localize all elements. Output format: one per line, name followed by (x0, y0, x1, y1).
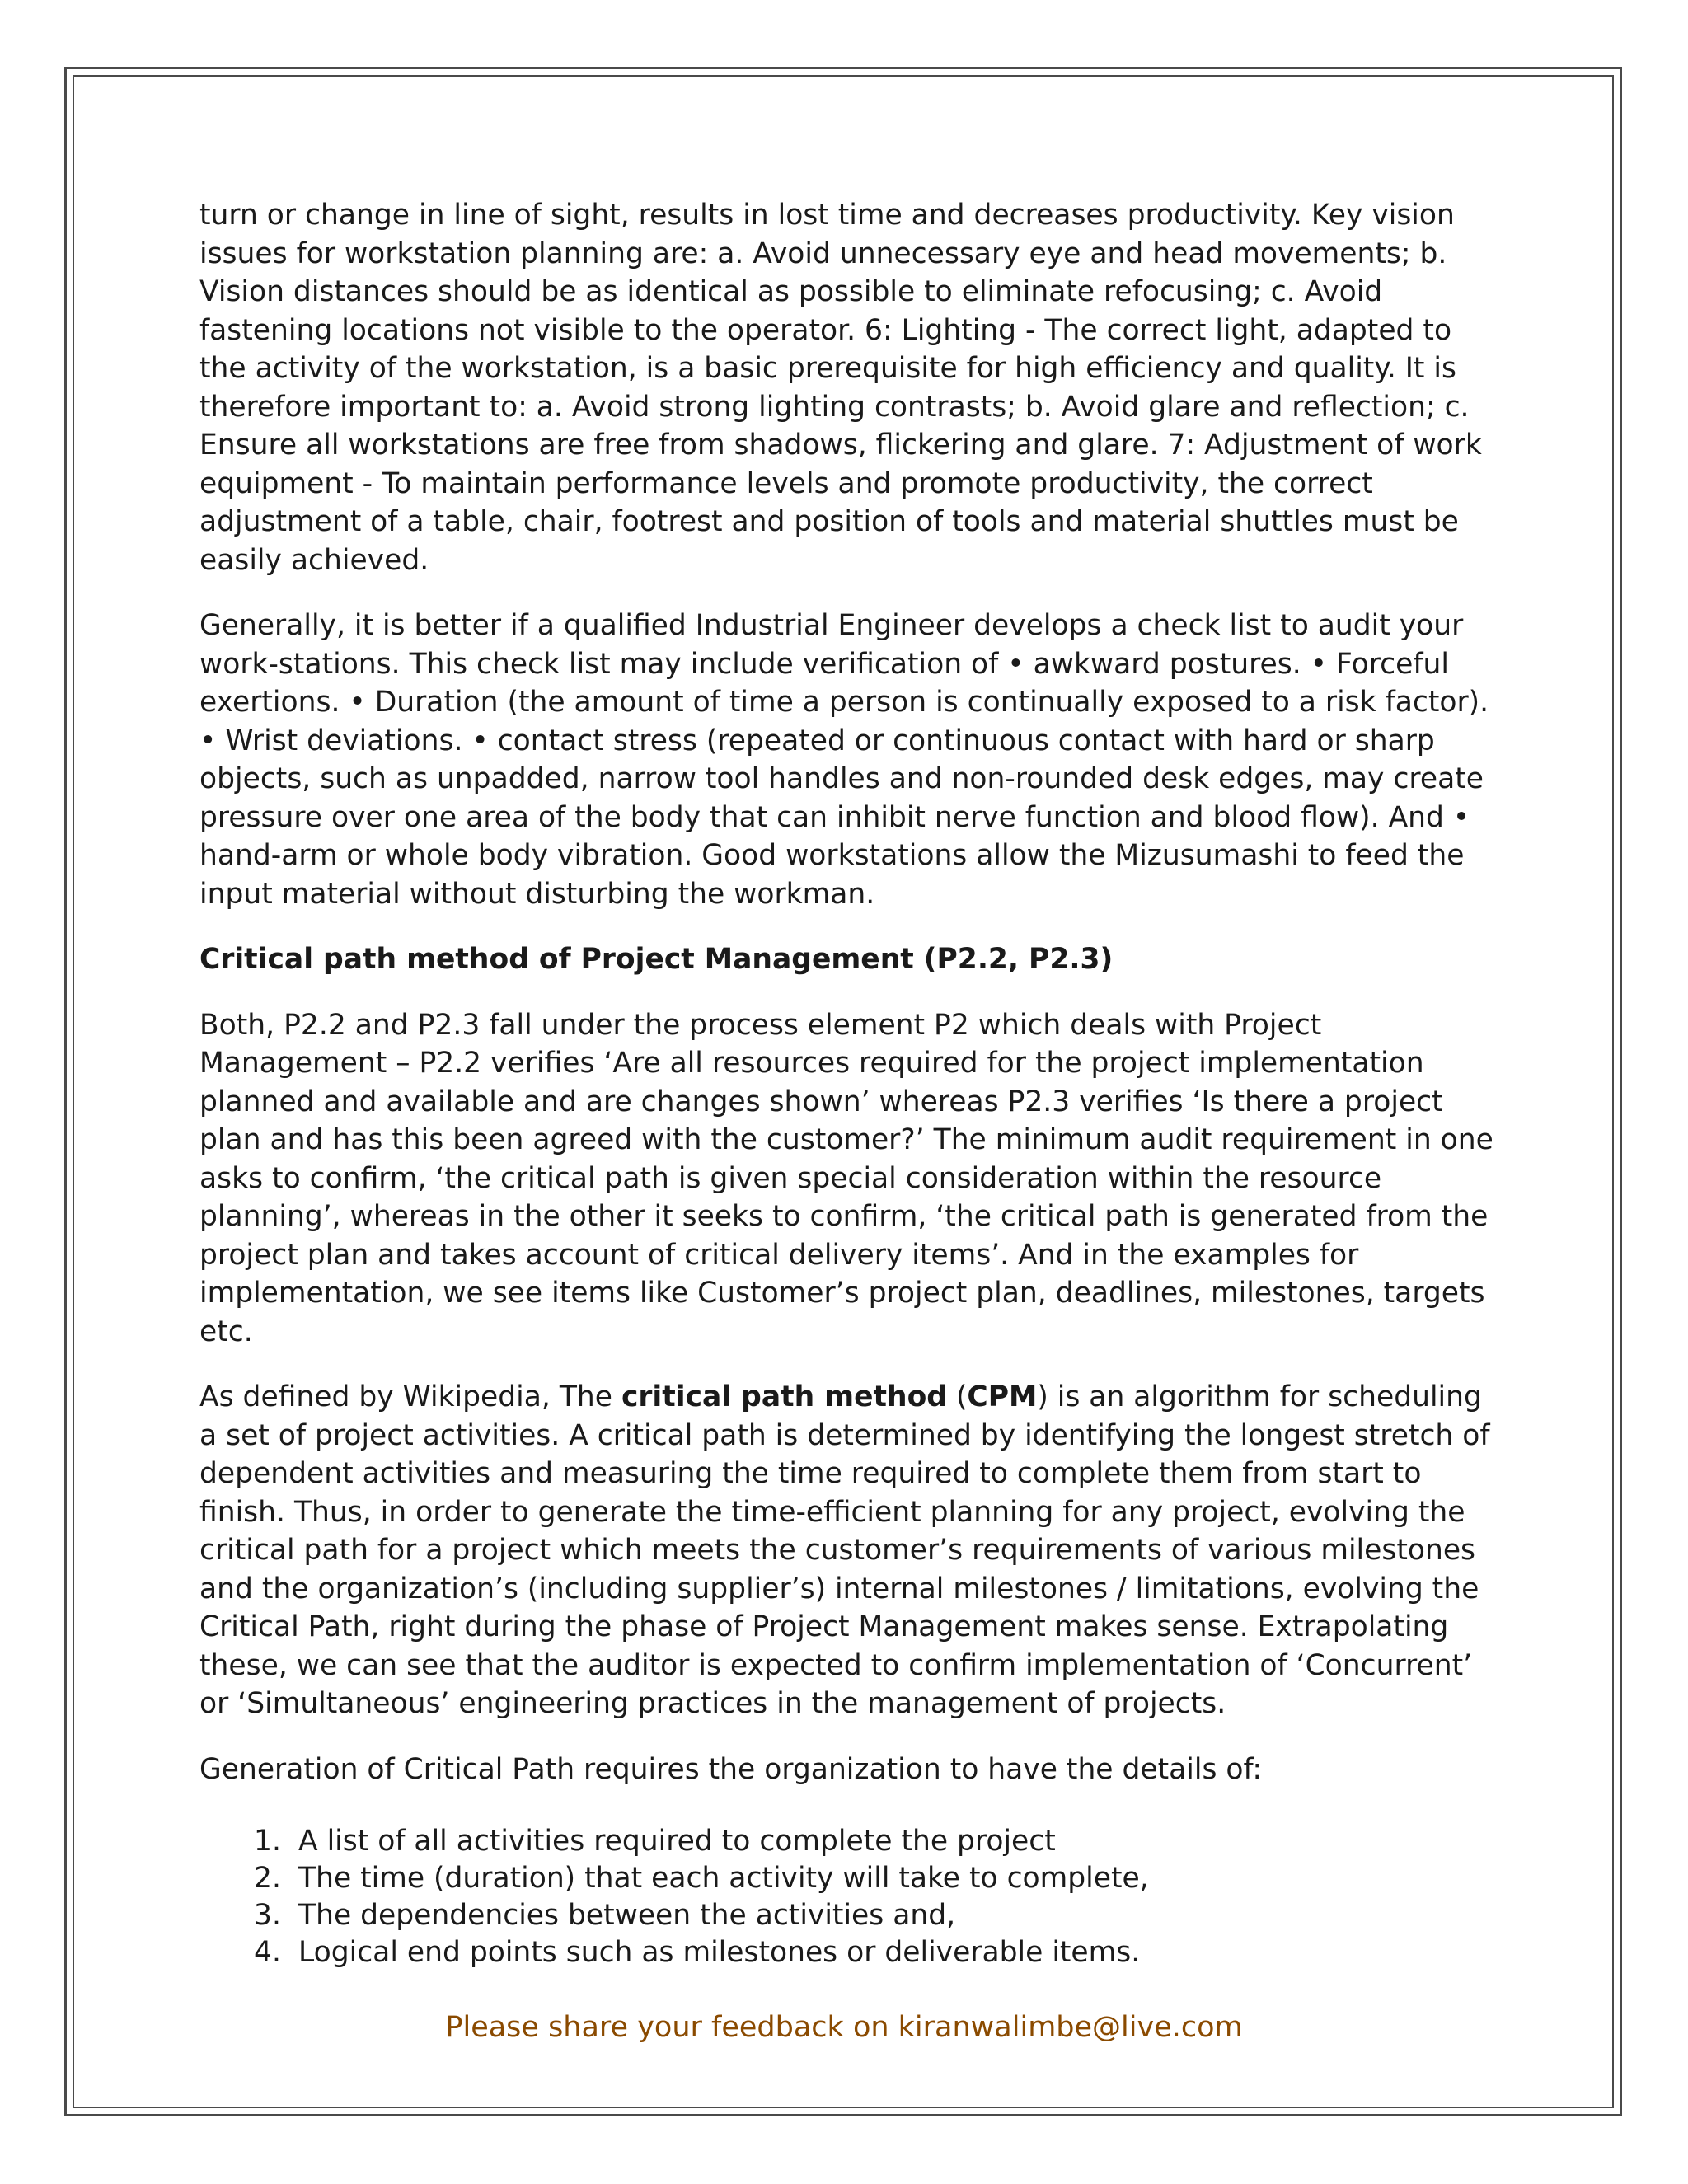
list-item (199, 1934, 1493, 1971)
requirements-list (199, 1823, 1493, 1971)
section-heading: Critical path method of Project Management (P2.2, P2.3) (199, 943, 1114, 976)
cpm-paren-open: ( (946, 1380, 968, 1413)
cpm-term: critical path method (621, 1380, 947, 1413)
paragraph-p2-process: Both, P2.2 and P2.3 fall under the process element P2 which deals with Project Management – P2.2 verifies ‘Are all resources required for the project implementation planned and available and are changes shown’ whereas P2.3 verifies ‘Is there a project plan and has this been agreed with the customer?’ The minimum audit requirement in one asks to confirm, ‘the critical path is given special consideration within the resource planning’, whereas in the other it seeks to confirm, ‘the critical path is generated from the project plan and takes account of critical delivery items’. And in the examples for implementation, we see items like Customer’s project plan, deadlines, milestones, targets etc. (199, 1008, 1493, 1348)
cpm-abbr: CPM (967, 1380, 1038, 1413)
list-item-number: 1. (254, 1825, 281, 1858)
document-body (199, 196, 1493, 1971)
list-item-number: 2. (254, 1862, 281, 1895)
paragraph-cpm-definition (199, 1378, 1493, 1723)
list-item-text: Logical end points such as milestones or deliverable items. (298, 1936, 1141, 1969)
paragraph-cpm-requirements: Generation of Critical Path requires the organization to have the details of: (199, 1752, 1263, 1786)
list-item (199, 1897, 1493, 1934)
cpm-intro-text: As defined by Wikipedia, The (199, 1380, 621, 1413)
feedback-footer: Please share your feedback on kiranwalimbe@live.com (445, 2011, 1243, 2044)
list-item-text: A list of all activities required to complete the project (298, 1825, 1056, 1858)
list-item (199, 1860, 1493, 1897)
list-item-number: 3. (254, 1899, 281, 1932)
paragraph-workstation-vision: turn or change in line of sight, results in lost time and decreases productivity. Key vision issues for workstation planning are: a. Avoid unnecessary eye and head movements; b. Vision distances should be as identical as possible to eliminate refocusing; c. Avoid fastening locations not visible to the operator. 6: Lighting - The correct light, adapted to the activity of the workstation, is a basic prerequisite for high efficiency and quality. It is therefore important to: a. Avoid strong lighting contrasts; b. Avoid glare and reflection; c. Ensure all workstations are free from shadows, flickering and glare. 7: Adjustment of work equipment - To maintain performance levels and promote productivity, the correct adjustment of a table, chair, footrest and position of tools and material shuttles must be easily achieved. (199, 199, 1482, 577)
list-item-text: The time (duration) that each activity will take to complete, (298, 1862, 1149, 1895)
list-item-number: 4. (254, 1936, 281, 1969)
paragraph-checklist: Generally, it is better if a qualified Industrial Engineer develops a check list to audit your work-stations. This check list may include verification of • awkward postures. • Forceful exertions. • Duration (the amount of time a person is continually exposed to a risk factor). • Wrist deviations. • contact stress (repeated or continuous contact with hard or sharp objects, such as unpadded, narrow tool handles and non-rounded desk edges, may create pressure over one area of the body that can inhibit nerve function and blood flow). And • hand-arm or whole body vibration. Good workstations allow the Mizusumashi to feed the input material without disturbing the workman. (199, 609, 1489, 911)
list-item-text: The dependencies between the activities and, (298, 1899, 956, 1932)
list-item (199, 1823, 1493, 1860)
cpm-definition-text: ) is an algorithm for scheduling a set of project activities. A critical path is determined by identifying the longest stretch of dependent activities and measuring the time required to complete them from start to finish. Thus, in order to generate the time-efficient planning for any project, evolving the critical path for a project which meets the customer’s requirements of various milestones and the organization’s (including supplier’s) internal milestones / limitations, evolving the Critical Path, right during the phase of Project Management makes sense. Extrapolating these, we can see that the auditor is expected to confirm implementation of ‘Concurrent’ or ‘Simultaneous’ engineering practices in the management of projects. (199, 1380, 1490, 1720)
